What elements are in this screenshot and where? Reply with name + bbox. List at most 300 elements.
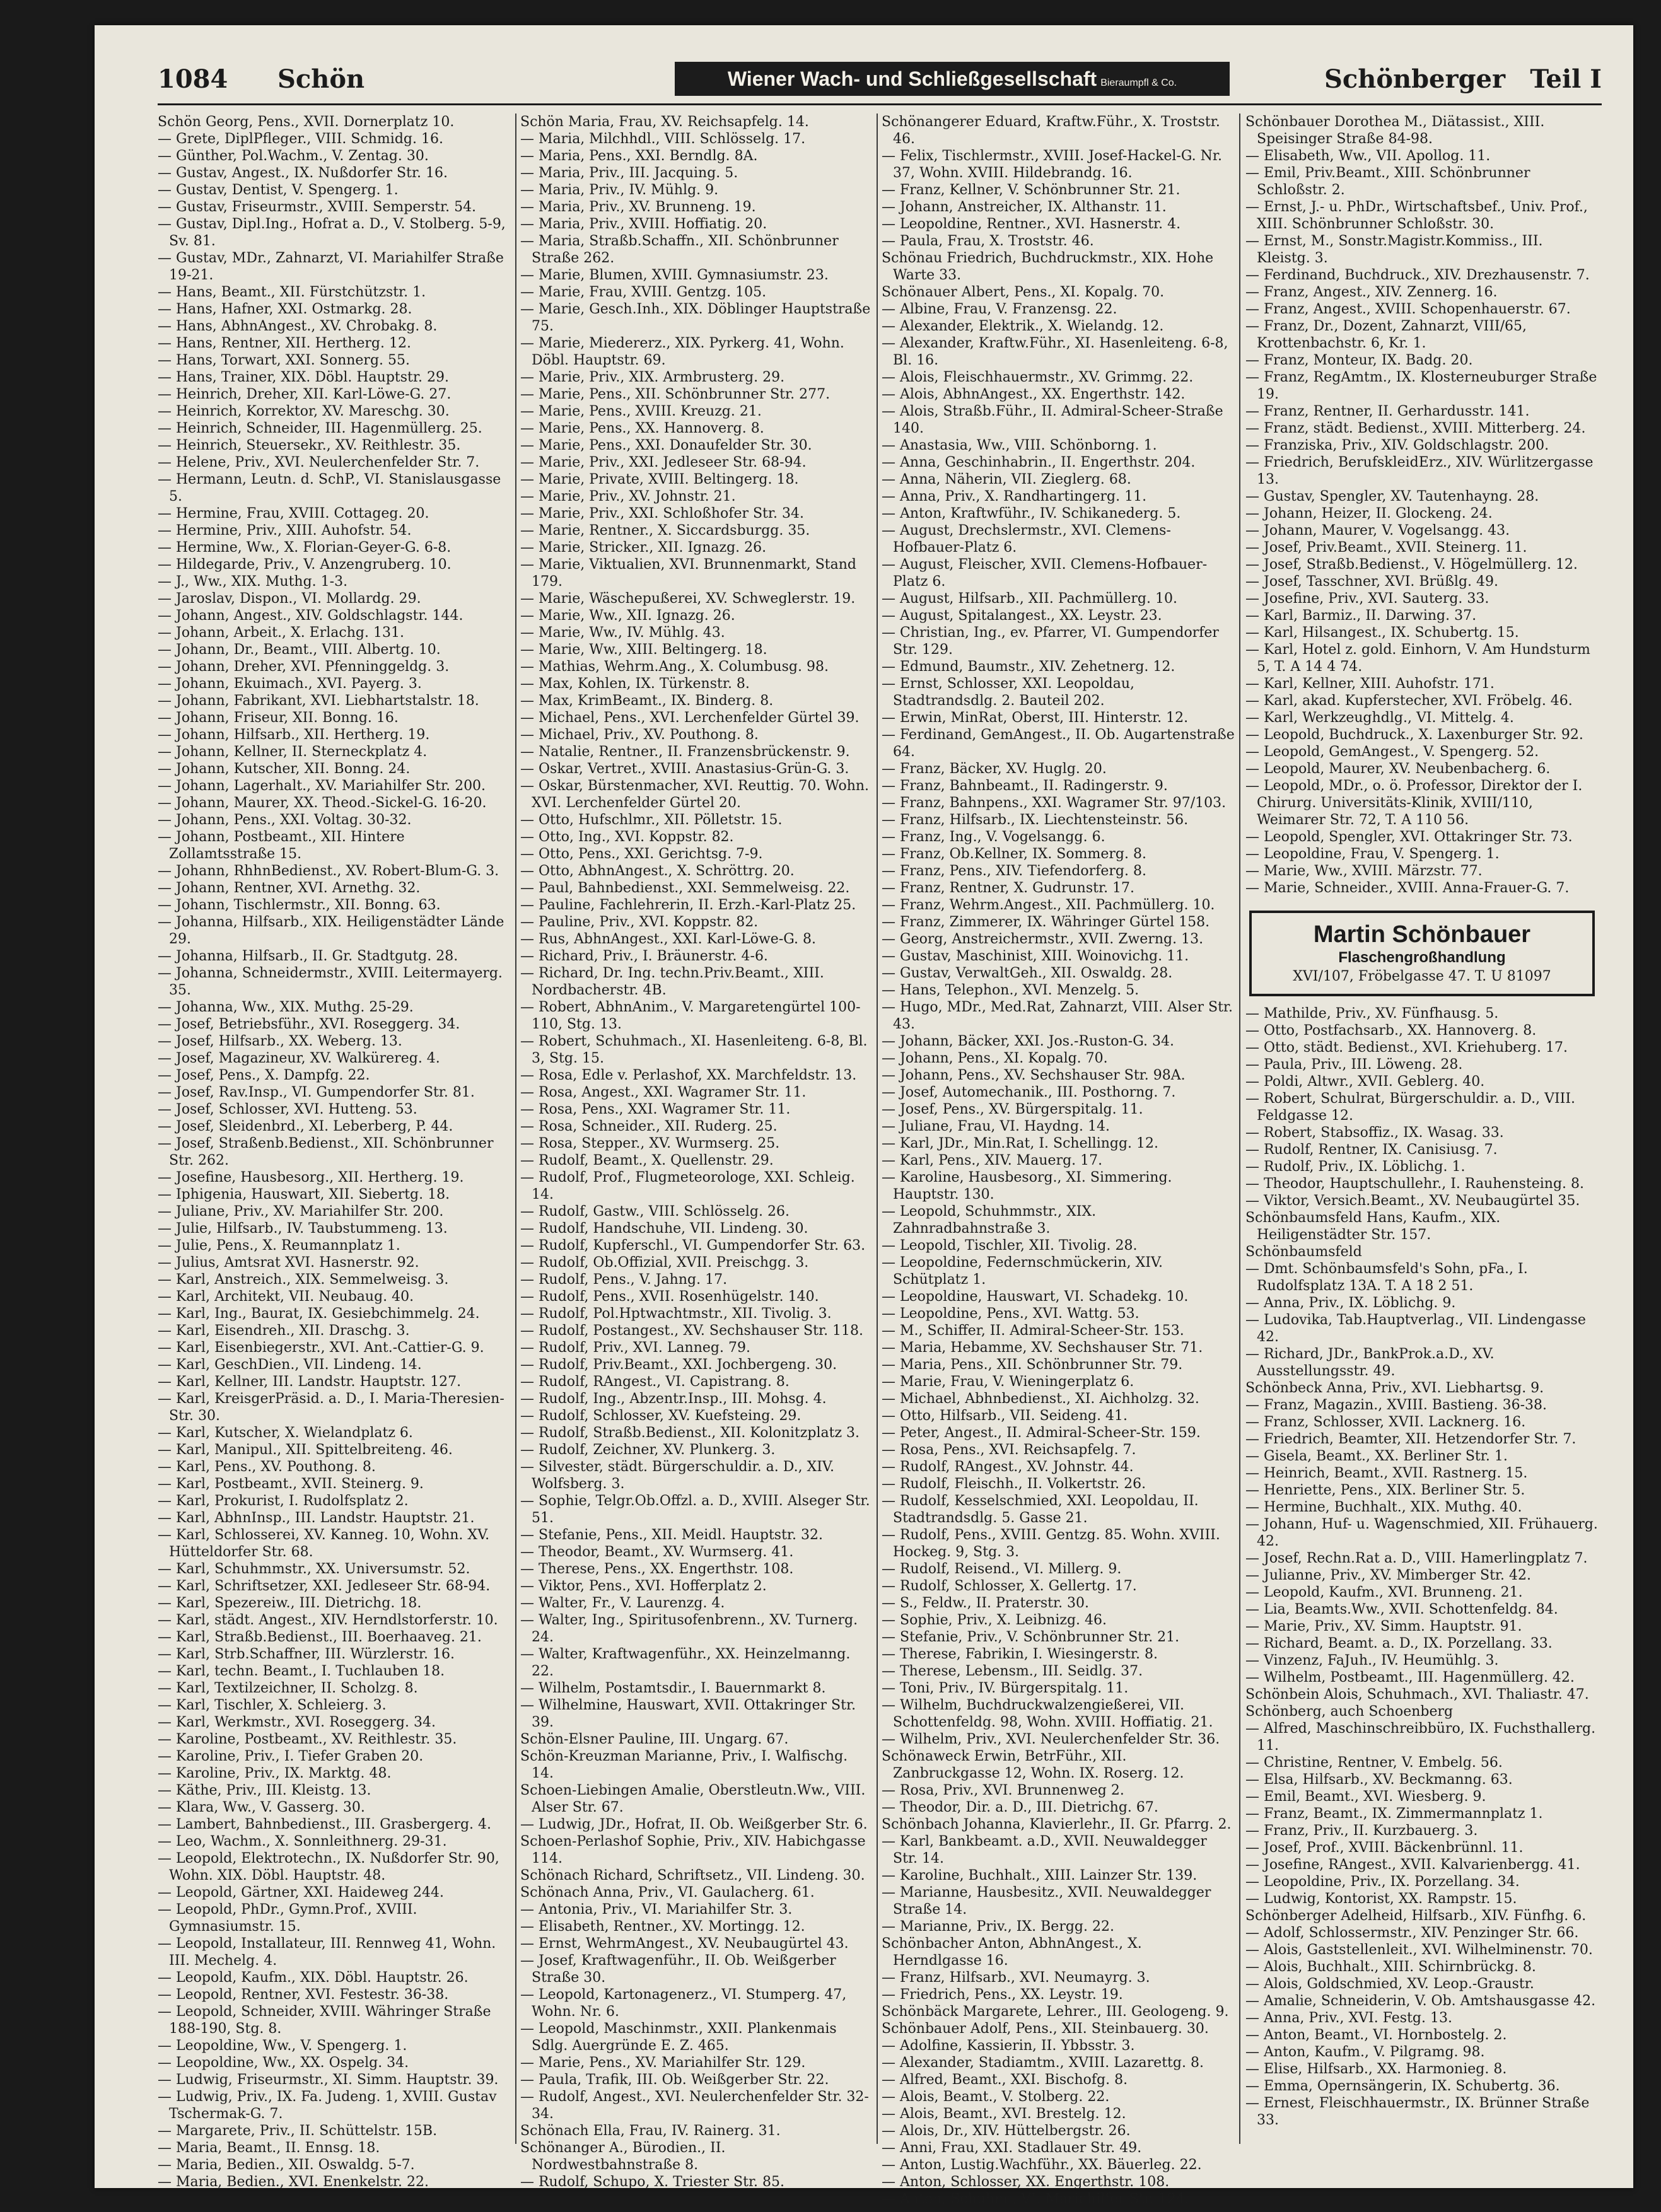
directory-entry: — Karl, Schlosserei, XV. Kanneg. 10, Wohn. XV. Hütteldorfer Str. 68. xyxy=(158,1527,490,1560)
directory-entry: — Josefine, Priv., XVI. Sauterg. 33. xyxy=(1245,591,1489,607)
directory-entry: — Marie, Ww., XVIII. Märzstr. 77. xyxy=(1245,863,1483,879)
directory-entry: — Leopold, Buchdruck., X. Laxenburger Str. 92. xyxy=(1245,727,1583,743)
directory-entry: — Rudolf, Beamt., X. Quellenstr. 29. xyxy=(520,1153,774,1168)
directory-entry: — Alois, Straßb.Führ., II. Admiral-Scheer-Straße 140. xyxy=(882,404,1223,436)
directory-entry: — Anna, Priv., IX. Löblichg. 9. xyxy=(1245,1295,1456,1311)
directory-entry: — Josefine, Hausbesorg., XII. Hertherg. 19. xyxy=(158,1170,464,1185)
directory-entry: — Gisela, Beamt., XX. Berliner Str. 1. xyxy=(1245,1448,1508,1464)
directory-entry: — Albine, Frau, V. Franzensg. 22. xyxy=(882,301,1117,317)
directory-entry: — Ludwig, Priv., IX. Fa. Judeng. 1, XVIII. Gustav Tschermak-G. 7. xyxy=(158,2089,497,2122)
directory-entry: — Ernst, Schlosser, XXI. Leopoldau, Stadtrandsdlg. 2. Bauteil 202. xyxy=(882,676,1134,709)
directory-entry: — Michael, Pens., XVI. Lerchenfelder Gürtel 39. xyxy=(520,710,860,726)
directory-entry: — M., Schiffer, II. Admiral-Scheer-Str. 153. xyxy=(882,1323,1184,1339)
directory-entry: — Maria, Milchhdl., VIII. Schlösselg. 17. xyxy=(520,131,806,147)
directory-entry: — Karoline, Hausbesorg., XI. Simmering. Hauptstr. 130. xyxy=(882,1170,1172,1202)
directory-entry: — Heinrich, Dreher, XII. Karl-Löwe-G. 27. xyxy=(158,387,452,402)
directory-entry: — Pauline, Priv., XVI. Koppstr. 82. xyxy=(520,914,759,930)
directory-entry: — Theodor, Hauptschullehr., I. Rauhensteing. 8. xyxy=(1245,1176,1585,1192)
directory-entry: — August, Hilfsarb., XII. Pachmüllerg. 10. xyxy=(882,591,1177,607)
directory-entry: — Oskar, Vertret., XVIII. Anastasius-Grün-G. 3. xyxy=(520,761,849,777)
directory-entry: — Karl, städt. Angest., XIV. Herndlstorferstr. 10. xyxy=(158,1612,498,1628)
directory-entry: — Marie, Pens., XVIII. Kreuzg. 21. xyxy=(520,404,762,419)
directory-entry: — Leopold, PhDr., Gymn.Prof., XVIII. Gymnasiumstr. 15. xyxy=(158,1902,417,1935)
directory-entry: — Rudolf, Pens., XVII. Rosenhügelstr. 140. xyxy=(520,1289,819,1305)
directory-entry: — Paula, Trafik, III. Ob. Weißgerber Str. 22. xyxy=(520,2072,829,2088)
directory-entry: — Hermann, Leutn. d. SchP., VI. Stanislausgasse 5. xyxy=(158,472,501,504)
directory-entry: — Rudolf, Reisend., VI. Millerg. 9. xyxy=(882,1561,1122,1577)
column-divider xyxy=(877,114,878,2144)
banner-text: Wiener Wach- und Schließgesellschaft xyxy=(727,67,1097,90)
directory-entry: — Gustav, Spengler, XV. Tautenhayng. 28. xyxy=(1245,489,1539,504)
directory-entry: — Josef, Pens., X. Dampfg. 22. xyxy=(158,1068,370,1083)
directory-entry: Schönbäck Margarete, Lehrer., III. Geologeng. 9. xyxy=(882,2004,1229,2020)
directory-entry: — Rosa, Stepper., XV. Wurmserg. 25. xyxy=(520,1136,780,1151)
directory-entry: — Michael, Abhnbedienst., XI. Aichholzg. 32. xyxy=(882,1391,1199,1407)
directory-column-1 xyxy=(158,114,511,2190)
directory-entry: Schönberg, auch Schoenberg xyxy=(1245,1704,1454,1720)
directory-entry: — Leopold, Installateur, III. Rennweg 41, Wohn. III. Mechelg. 4. xyxy=(158,1936,496,1969)
directory-entry: — Karl, Pens., XIV. Mauerg. 17. xyxy=(882,1153,1103,1168)
directory-entry: — Ernst, WehrmAngest., XV. Neubaugürtel 43. xyxy=(520,1936,849,1952)
directory-entry: — Paul, Bahnbedienst., XXI. Semmelweisg. 22. xyxy=(520,880,850,896)
directory-entry: — Gustav, Friseurmstr., XVIII. Semperstr. 54. xyxy=(158,199,477,215)
directory-entry: Schönach Anna, Priv., VI. Gaulacherg. 61. xyxy=(520,1885,815,1901)
directory-entry: — Karl, Tischler, X. Schleierg. 3. xyxy=(158,1697,387,1713)
column-divider xyxy=(1239,114,1240,2144)
directory-entry: — Elsa, Hilfsarb., XV. Beckmanng. 63. xyxy=(1245,1772,1513,1788)
directory-entry: — Friedrich, Pens., XX. Leystr. 19. xyxy=(882,1987,1123,2003)
directory-entry: — Elise, Hilfsarb., XX. Harmonieg. 8. xyxy=(1245,2061,1507,2077)
directory-entry: — Johanna, Hilfsarb., XIX. Heiligenstädter Lände 29. xyxy=(158,914,504,947)
directory-entry: — Marie, Stricker., XII. Ignazg. 26. xyxy=(520,540,767,556)
directory-entry: — Marie, Rentner., X. Siccardsburgg. 35. xyxy=(520,523,810,538)
directory-entry: — Emil, Priv.Beamt., XIII. Schönbrunner Schloßstr. 2. xyxy=(1245,165,1530,198)
directory-entry: — Karoline, Buchhalt., XIII. Lainzer Str. 139. xyxy=(882,1868,1198,1883)
directory-entry: — Hans, Telephon., XVI. Menzelg. 5. xyxy=(882,982,1139,998)
directory-entry: — Josef, Prof., XVIII. Bäckenbrünnl. 11. xyxy=(1245,1840,1524,1856)
directory-entry: — Karl, Prokurist, I. Rudolfsplatz 2. xyxy=(158,1493,409,1509)
directory-entry: — Rudolf, Fleischh., II. Volkertstr. 26. xyxy=(882,1476,1146,1492)
directory-entry: — Maria, Pens., XXI. Berndlg. 8A. xyxy=(520,148,758,164)
directory-entry: — Marie, Priv., XV. Simm. Hauptstr. 91. xyxy=(1245,1619,1522,1634)
directory-entry: — Richard, Dr. Ing. techn.Priv.Beamt., XIII. Nordbacherstr. 4B. xyxy=(520,965,824,998)
directory-entry: — Maria, Bedien., XII. Oswaldg. 5-7. xyxy=(158,2157,415,2173)
banner-subtext: Bieraumpfl & Co. xyxy=(1100,78,1177,88)
directory-entry: — Karl, Hilsangest., IX. Schubertg. 15. xyxy=(1245,625,1519,641)
directory-entry: — Theodor, Dir. a. D., III. Dietrichg. 67. xyxy=(882,1800,1158,1815)
directory-entry: — Henriette, Pens., XIX. Berliner Str. 5. xyxy=(1245,1482,1525,1498)
directory-entry: — Franz, Ob.Kellner, IX. Sommerg. 8. xyxy=(882,846,1146,862)
directory-entry: — Karl, Pens., XV. Pouthong. 8. xyxy=(158,1459,376,1475)
directory-entry: — Otto, Hilfsarb., VII. Seideng. 41. xyxy=(882,1408,1128,1424)
directory-entry: — Franz, Pens., XIV. Tiefendorferg. 8. xyxy=(882,863,1146,879)
directory-entry: — Marie, Pens., XII. Schönbrunner Str. 277. xyxy=(520,387,830,402)
directory-entry: — Leopoldine, Rentner., XVI. Hasnerstr. 4. xyxy=(882,216,1181,232)
directory-entry: — Hans, Beamt., XII. Fürstchützstr. 1. xyxy=(158,284,426,300)
directory-entry: Schönbaumsfeld xyxy=(1245,1244,1362,1260)
directory-entry: — Helene, Priv., XVI. Neulerchenfelder Str. 7. xyxy=(158,455,480,470)
directory-entry: — Walter, Fr., V. Laurenzg. 4. xyxy=(520,1595,725,1611)
directory-entry: — Leopold, GemAngest., V. Spengerg. 52. xyxy=(1245,744,1539,760)
directory-entry: — Marie, Ww., XIII. Beltingerg. 18. xyxy=(520,642,767,658)
directory-entry: — Robert, Schuhmach., XI. Hasenleiteng. 6-8, Bl. 3, Stg. 15. xyxy=(520,1033,868,1066)
directory-entry: — Leopoldine, Hauswart, VI. Schadekg. 10. xyxy=(882,1289,1189,1305)
directory-entry: — Edmund, Baumstr., XIV. Zehetnerg. 12. xyxy=(882,659,1175,675)
directory-entry: — Otto, Ing., XVI. Koppstr. 82. xyxy=(520,829,734,845)
directory-entry: — Leopoldine, Ww., XX. Ospelg. 34. xyxy=(158,2055,409,2071)
directory-entry: — August, Spitalangest., XX. Leystr. 23. xyxy=(882,608,1162,624)
directory-entry: — Johann, Hilfsarb., XII. Hertherg. 19. xyxy=(158,727,430,743)
directory-entry: — Josef, Tasschner, XVI. Brüßlg. 49. xyxy=(1245,574,1499,590)
directory-entry: — Karl, Werkmstr., XVI. Roseggerg. 34. xyxy=(158,1714,436,1730)
directory-entry: — Wilhelm, Buchdruckwalzengießerei, VII. Schottenfeldg. 98, Wohn. XVIII. Hoffiatig. 21. xyxy=(882,1697,1213,1730)
directory-entry: — Marie, Priv., XXI. Jedleseer Str. 68-94. xyxy=(520,455,807,470)
directory-entry: — Käthe, Priv., III. Kleistg. 13. xyxy=(158,1783,371,1798)
directory-entry: — Maria, Beamt., II. Ennsg. 18. xyxy=(158,2140,380,2156)
directory-entry: — Maria, Hebamme, XV. Sechshauser Str. 71. xyxy=(882,1340,1203,1356)
directory-entry: Schönanger A., Bürodien., II. Nordwestbahnstraße 8. xyxy=(520,2140,726,2173)
directory-entry: — Therese, Fabrikin, I. Wiesingerstr. 8. xyxy=(882,1646,1158,1662)
directory-entry: — Rudolf, Gastw., VIII. Schlösselg. 26. xyxy=(520,1204,790,1220)
directory-entry: — Oskar, Bürstenmacher, XVI. Reuttig. 70. Wohn. XVI. Lerchenfelder Gürtel 20. xyxy=(520,778,870,811)
directory-entry: — Klara, Ww., V. Gasserg. 30. xyxy=(158,1800,365,1815)
directory-entry: — Hermine, Priv., XIII. Auhofstr. 54. xyxy=(158,523,412,538)
directory-entry: — Leopold, Kaufm., XVI. Brunneng. 21. xyxy=(1245,1585,1523,1600)
directory-entry: — Josef, Betriebsführ., XVI. Roseggerg. 34. xyxy=(158,1016,460,1032)
directory-entry: — Marie, Priv., XXI. Schloßhofer Str. 34. xyxy=(520,506,804,521)
directory-entry: — Franz, Angest., XIV. Zennerg. 16. xyxy=(1245,284,1498,300)
directory-entry: — Karl, Barmiz., II. Darwing. 37. xyxy=(1245,608,1477,624)
directory-entry: — Marie, Pens., XXI. Donaufelder Str. 30. xyxy=(520,438,812,453)
directory-entry: — Anton, Beamt., VI. Hornbostelg. 2. xyxy=(1245,2027,1507,2043)
column-divider xyxy=(515,114,516,2144)
directory-entry: — Anton, Kaufm., V. Pilgramg. 98. xyxy=(1245,2044,1485,2060)
directory-entry: — Leopoldine, Priv., IX. Porzellang. 34. xyxy=(1245,1874,1520,1890)
directory-entry: — Ludwig, Friseurmstr., XI. Simm. Hauptstr. 39. xyxy=(158,2072,499,2088)
directory-entry: — Alfred, Maschinschreibbüro, IX. Fuchsthallerg. 11. xyxy=(1245,1721,1596,1754)
directory-entry: — Anton, Schuhm., VI. Mariahilfer Str. 124. xyxy=(882,2191,1189,2207)
directory-entry: — Karl, Kutscher, X. Wielandplatz 6. xyxy=(158,1425,413,1441)
directory-entry: — Adolf, Schlossermstr., XIV. Penzinger Str. 66. xyxy=(1245,1925,1579,1941)
directory-entry: — Johann, Bäcker, XXI. Jos.-Ruston-G. 34. xyxy=(882,1033,1174,1049)
directory-entry: — Maria, Pens., XII. Schönbrunner Str. 79. xyxy=(882,1357,1183,1373)
directory-entry: — Therese, Pens., XX. Engerthstr. 108. xyxy=(520,1561,794,1577)
directory-entry: — Leopold, Schuhmmstr., XIX. Zahnradbahnstraße 3. xyxy=(882,1204,1097,1237)
directory-entry: — Robert, AbhnAnim., V. Margaretengürtel 100-110, Stg. 13. xyxy=(520,999,861,1032)
directory-entry: — Alois, Beamt., V. Stolberg. 22. xyxy=(882,2089,1110,2105)
directory-entry: — Richard, JDr., BankProk.a.D., XV. Ausstellungsstr. 49. xyxy=(1245,1346,1495,1379)
directory-entry: — Anna, Priv., X. Randhartingerg. 11. xyxy=(882,489,1147,504)
directory-entry: — Karl, akad. Kupferstecher, XVI. Fröbelg. 46. xyxy=(1245,693,1573,709)
directory-entry: — Leopoldine, Ww., V. Spengerg. 1. xyxy=(158,2038,407,2054)
directory-entry: — Rudolf, Pens., XVIII. Gentzg. 85. Wohn. XVIII. Hockeg. 9, Stg. 3. xyxy=(882,1527,1220,1560)
directory-entry: — Dmt. Schönbaumsfeld's Sohn, pFa., I. Rudolfsplatz 13A. T. A 18 2 51. xyxy=(1245,1261,1528,1294)
directory-entry: — Julianne, Priv., XV. Mimberger Str. 42. xyxy=(1245,1568,1531,1583)
directory-entry: — Hans, Rentner, XII. Hertherg. 12. xyxy=(158,335,411,351)
directory-entry: — Leopoldine, Federnschmückerin, XIV. Schütplatz 1. xyxy=(882,1255,1163,1288)
directory-entry: — Johann, Ekuimach., XVI. Payerg. 3. xyxy=(158,676,422,692)
directory-entry: — Ferdinand, Buchdruck., XIV. Drezhausenstr. 7. xyxy=(1245,267,1590,283)
header-banner-ad xyxy=(675,62,1230,96)
directory-entry: — Viktor, Versich.Beamt., XV. Neubaugürtel 35. xyxy=(1245,1193,1580,1209)
directory-entry: — Marie, Gesch.Inh., XIX. Döblinger Hauptstraße 75. xyxy=(520,301,871,334)
directory-entry: Schönbacher Anton, AbhnAngest., X. Herndlgasse 16. xyxy=(882,1936,1142,1969)
directory-entry: — Rosa, Pens., XVI. Reichsapfelg. 7. xyxy=(882,1442,1136,1458)
directory-entry: — Josef, Rav.Insp., VI. Gumpendorfer Str. 81. xyxy=(158,1085,475,1100)
directory-entry: — Otto, AbhnAngest., X. Schröttrg. 20. xyxy=(520,863,795,879)
directory-entry: — Alois, AbhnAngest., XX. Engerthstr. 142. xyxy=(882,387,1186,402)
directory-entry: — Johann, Pens., XXI. Voltag. 30-32. xyxy=(158,812,412,828)
directory-entry: — Leopold, Elektrotechn., IX. Nußdorfer Str. 90, Wohn. XIX. Döbl. Hauptstr. 48. xyxy=(158,1851,499,1883)
directory-entry: — Marie, Ww., IV. Mühlg. 43. xyxy=(520,625,725,641)
directory-entry: — Franz, Kellner, V. Schönbrunner Str. 21. xyxy=(882,182,1180,198)
directory-entry: — Marianne, Priv., IX. Bergg. 22. xyxy=(882,1919,1114,1935)
directory-entry: — Hildegarde, Priv., V. Anzengruberg. 10. xyxy=(158,557,452,573)
directory-entry: — Franz, Monteur, IX. Badg. 20. xyxy=(1245,352,1473,368)
directory-entry: — Franziska, Priv., XIV. Goldschlagstr. 200. xyxy=(1245,438,1549,453)
directory-entry: — Alexander, Stadiamtm., XVIII. Lazarettg. 8. xyxy=(882,2055,1204,2071)
directory-entry: — Vinzenz, FaJuh., IV. Heumühlg. 3. xyxy=(1245,1653,1499,1668)
directory-entry: — August, Drechslermstr., XVI. Clemens-Hofbauer-Platz 6. xyxy=(882,523,1171,556)
directory-entry: — Johann, Dr., Beamt., VIII. Albertg. 10. xyxy=(158,642,441,658)
directory-entry: — Richard, Beamt. a. D., IX. Porzellang. 33. xyxy=(1245,1636,1553,1651)
directory-entry: Schönbach Johanna, Klavierlehr., II. Gr. Pfarrg. 2. xyxy=(882,1817,1232,1832)
left-keyword: Schön xyxy=(277,64,365,94)
directory-entry: — Josef, Sleidenbrd., XI. Leberberg, P. 44. xyxy=(158,1119,453,1134)
directory-column-3 xyxy=(882,114,1235,2207)
directory-entry: — Johann, Tischlermstr., XII. Bonng. 63. xyxy=(158,897,441,913)
directory-entry: — Rudolf, Prof., Flugmeteorologe, XXI. Schleig. 14. xyxy=(520,1170,855,1202)
directory-entry: — Franz, Ing., V. Vogelsangg. 6. xyxy=(882,829,1105,845)
directory-entry: — Karoline, Postbeamt., XV. Reithlestr. 35. xyxy=(158,1732,457,1747)
directory-entry: — Karl, Anstreich., XIX. Semmelweisg. 3. xyxy=(158,1272,449,1288)
directory-entry: — Franz, RegAmtm., IX. Klosterneuburger Straße 19. xyxy=(1245,370,1597,402)
directory-entry: — Adolfine, Kassierin, II. Ybbsstr. 3. xyxy=(882,2038,1135,2054)
directory-entry: — Wilhelm, Postamtsdir., I. Bauernmarkt 8. xyxy=(520,1680,826,1696)
directory-entry: — Paula, Priv., III. Löweng. 28. xyxy=(1245,1057,1463,1073)
directory-entry: — Josef, Rechn.Rat a. D., VIII. Hamerlingplatz 7. xyxy=(1245,1551,1588,1566)
directory-entry: — Franz, Hilfsarb., XVI. Neumayrg. 3. xyxy=(882,1970,1150,1986)
directory-entry: — Gustav, VerwaltGeh., XII. Oswaldg. 28. xyxy=(882,965,1173,981)
directory-entry: — Johann, Angest., XIV. Goldschlagstr. 144. xyxy=(158,608,463,624)
directory-entry: — Rudolf, Ob.Offizial, XVII. Preischgg. 3. xyxy=(520,1255,809,1271)
directory-entry: — Elisabeth, Rentner., XV. Mortingg. 12. xyxy=(520,1919,805,1935)
directory-entry: — Karl, Schuhmmstr., XX. Universumstr. 52. xyxy=(158,1561,470,1577)
directory-entry: — Leopoldine, Pens., XVI. Wattg. 53. xyxy=(882,1306,1139,1322)
directory-column-4 xyxy=(1245,114,1599,2150)
directory-entry: — Johann, Lagerhalt., XV. Mariahilfer Str. 200. xyxy=(158,778,486,794)
directory-entry: Schönauer Albert, Pens., XI. Kopalg. 70. xyxy=(882,284,1165,300)
directory-entry: — Alois, Buchhalt., XIII. Schirnbrückg. 8. xyxy=(1245,1959,1536,1975)
directory-entry: — Johann, Pens., XV. Sechshauser Str. 98A. xyxy=(882,1068,1186,1083)
directory-entry: — Karl, Strb.Schaffner, III. Würzlerstr. 16. xyxy=(158,1646,455,1662)
directory-entry: — Rudolf, Kesselschmied, XXI. Leopoldau, II. Stadtrandsdlg. 5. Gasse 21. xyxy=(882,1493,1199,1526)
directory-entry: — Stefanie, Pens., XII. Meidl. Hauptstr. 32. xyxy=(520,1527,823,1543)
directory-entry: — Johann, Dreher, XVI. Pfenninggeldg. 3. xyxy=(158,659,450,675)
directory-entry: — Rudolf, Schlosser, X. Gellertg. 17. xyxy=(882,1578,1137,1594)
directory-entry: — Hans, Torwart, XXI. Sonnerg. 55. xyxy=(158,352,411,368)
directory-entry: Schoen-Liebingen Amalie, Oberstleutn.Ww., VIII. Alser Str. 67. xyxy=(520,1783,866,1815)
directory-entry: — Franz, Zimmerer, IX. Währinger Gürtel 158. xyxy=(882,914,1210,930)
directory-entry: — Margarete, Priv., II. Schüttelstr. 15B. xyxy=(158,2123,438,2139)
directory-entry: — Marie, Frau, V. Wieningerplatz 6. xyxy=(882,1374,1134,1390)
directory-entry: — Marie, Private, XVIII. Beltingerg. 18. xyxy=(520,472,799,487)
directory-entry: — Franz, Dr., Dozent, Zahnarzt, VIII/65, Krottenbachstr. 6, Kr. 1. xyxy=(1245,318,1527,351)
directory-entry: — Maria, Priv., IV. Mühlg. 9. xyxy=(520,182,719,198)
directory-entry: — Karoline, Priv., IX. Marktg. 48. xyxy=(158,1766,392,1781)
directory-entry: — Rosa, Angest., XXI. Wagramer Str. 11. xyxy=(520,1085,807,1100)
directory-entry: — Hans, Hafner, XXI. Ostmarkg. 28. xyxy=(158,301,412,317)
directory-entry: Schön-Kreuzman Marianne, Priv., I. Walfischg. 14. xyxy=(520,1749,848,1781)
directory-entry: — Rudolf, Handschuhe, VII. Lindeng. 30. xyxy=(520,1221,808,1237)
directory-entry: — Christian, Ing., ev. Pfarrer, VI. Gumpendorfer Str. 129. xyxy=(882,625,1219,658)
directory-entry: — Karl, Schriftsetzer, XXI. Jedleseer Str. 68-94. xyxy=(158,1578,491,1594)
directory-entry: — Marie, Viktualien, XVI. Brunnenmarkt, Stand 179. xyxy=(520,557,856,590)
directory-entry: — Johann, Postbeamt., XII. Hintere Zollamtsstraße 15. xyxy=(158,829,405,862)
directory-entry: — Erwin, MinRat, Oberst, III. Hinterstr. 12. xyxy=(882,710,1189,726)
directory-entry: — Karl, Hotel z. gold. Einhorn, V. Am Hundsturm 5, T. A 14 4 74. xyxy=(1245,642,1590,675)
directory-entry: — Franz, Rentner, II. Gerhardusstr. 141. xyxy=(1245,404,1530,419)
directory-entry: — Karl, GeschDien., VII. Lindeng. 14. xyxy=(158,1357,422,1373)
directory-entry: — Johann, Pens., XI. Kopalg. 70. xyxy=(882,1051,1108,1066)
directory-entry: — Johann, RhhnBedienst., XV. Robert-Blum-G. 3. xyxy=(158,863,499,879)
directory-entry: — Peter, Angest., II. Admiral-Scheer-Str. 159. xyxy=(882,1425,1201,1441)
directory-entry: — Anton, Kraftwführ., IV. Schikanederg. 5. xyxy=(882,506,1181,521)
directory-entry: — Rus, AbhnAngest., XXI. Karl-Löwe-G. 8. xyxy=(520,931,817,947)
directory-entry: — Gustav, Dipl.Ing., Hofrat a. D., V. Stolberg. 5-9, Sv. 81. xyxy=(158,216,506,249)
page-number: 1084 xyxy=(158,64,228,94)
directory-entry: — Josef, Straßenb.Bedienst., XII. Schönbrunner Str. 262. xyxy=(158,1136,494,1168)
directory-entry: — Therese, Lebensm., III. Seidlg. 37. xyxy=(882,1663,1143,1679)
directory-entry: — Leopold, Kartonagenerz., VI. Stumperg. 47, Wohn. Nr. 6. xyxy=(520,1987,847,2020)
directory-entry: — Ludovika, Tab.Hauptverlag., VII. Lindengasse 42. xyxy=(1245,1312,1586,1345)
directory-entry: — Viktor, Pens., XVI. Hofferplatz 2. xyxy=(520,1578,767,1594)
directory-entry: — Rudolf, Priv., XVI. Lanneg. 79. xyxy=(520,1340,750,1356)
directory-entry: — Johann, Anstreicher, IX. Althanstr. 11. xyxy=(882,199,1167,215)
directory-entry: — Hugo, MDr., Med.Rat, Zahnarzt, VIII. Alser Str. 43. xyxy=(882,999,1233,1032)
directory-entry: — Marie, Miedererz., XIX. Pyrkerg. 41, Wohn. Döbl. Hauptstr. 69. xyxy=(520,335,844,368)
directory-entry: — Josef, Magazineur, XV. Walkürereg. 4. xyxy=(158,1051,440,1066)
directory-entry: — Karl, Bankbeamt. a.D., XVII. Neuwaldegger Str. 14. xyxy=(882,1834,1207,1866)
directory-entry: — Silvester, städt. Bürgerschuldir. a. D., XIV. Wolfsberg. 3. xyxy=(520,1459,834,1492)
directory-entry: Schönbaumsfeld Hans, Kaufm., XIX. Heiligenstädter Str. 157. xyxy=(1245,1210,1501,1243)
directory-entry: — Marie, Frau, XVIII. Gentzg. 105. xyxy=(520,284,767,300)
directory-entry: — Friedrich, Beamter, XII. Hetzendorfer Str. 7. xyxy=(1245,1431,1576,1447)
directory-entry: — Anna, Geschinhabrin., II. Engerthstr. 204. xyxy=(882,455,1196,470)
directory-entry: — Richard, Priv., I. Bräunerstr. 4-6. xyxy=(520,948,768,964)
directory-entry: — Karl, Postbeamt., XVII. Steinerg. 9. xyxy=(158,1476,424,1492)
directory-entry: — Karl, Straßb.Bedienst., III. Boerhaaveg. 21. xyxy=(158,1629,482,1645)
directory-entry: — Otto, Hufschlmr., XII. Pölletstr. 15. xyxy=(520,812,783,828)
directory-entry: — Marie, Wäschepußerei, XV. Schweglerstr. 19. xyxy=(520,591,856,607)
directory-entry: — Rudolf, RAngest., VI. Capistrang. 8. xyxy=(520,1374,790,1390)
directory-entry: — Rudolf, Priv.Beamt., XXI. Jochbergeng. 30. xyxy=(520,1357,837,1373)
directory-entry: — Rudolf, Schupo, X. Triester Str. 85. xyxy=(520,2174,785,2190)
directory-entry: — J., Ww., XIX. Muthg. 1-3. xyxy=(158,574,348,590)
directory-entry: — Gustav, Angest., IX. Nußdorfer Str. 16. xyxy=(158,165,448,181)
directory-entry: — Anton, Lustig.Wachführ., XX. Bäuerleg. 22. xyxy=(882,2157,1202,2173)
directory-entry: — Marie, Pens., XV. Mariahilfer Str. 129. xyxy=(520,2055,806,2071)
ad-subtitle: Flaschengroßhandlung xyxy=(1338,949,1506,966)
directory-entry: — Johann, Heizer, II. Glockeng. 24. xyxy=(1245,506,1493,521)
directory-entry: — Ernest, Fleischhauermstr., IX. Brünner Straße 33. xyxy=(1245,2095,1590,2128)
directory-entry: — Josef, Hilfsarb., XX. Weberg. 13. xyxy=(158,1033,402,1049)
directory-entry: — Josef, Schlosser, XVI. Hutteng. 53. xyxy=(158,1102,417,1117)
directory-entry: — Felix, Tischlermstr., XVIII. Josef-Hackel-G. Nr. 37, Wohn. XVIII. Hildebrandg. 16. xyxy=(882,148,1223,181)
directory-entry: — Karl, KreisgerPräsid. a. D., I. Maria-Theresien-Str. 30. xyxy=(158,1391,504,1424)
directory-entry: — Rudolf, Ing., Abzentr.Insp., III. Mohsg. 4. xyxy=(520,1391,827,1407)
directory-entry: — Marie, Priv., XIX. Armbrusterg. 29. xyxy=(520,370,785,385)
directory-entry: — Marie, Priv., XV. Johnstr. 21. xyxy=(520,489,736,504)
directory-entry: — Rudolf, Kupferschl., VI. Gumpendorfer Str. 63. xyxy=(520,1238,866,1254)
directory-entry: Schönbein Alois, Schuhmach., XVI. Thaliastr. 47. xyxy=(1245,1687,1589,1703)
directory-entry: — Heinrich, Steuersekr., XV. Reithlestr. 35. xyxy=(158,438,461,453)
directory-entry: — Hans, AbhnAngest., XV. Chrobakg. 8. xyxy=(158,318,438,334)
directory-entry: — Leopold, Gärtner, XXI. Haideweg 244. xyxy=(158,1885,444,1901)
directory-entry: — Wilhelmine, Hauswart, XVII. Ottakringer Str. 39. xyxy=(520,1697,856,1730)
directory-entry: — Rudolf, Straßb.Bedienst., XII. Kolonitzplatz 3. xyxy=(520,1425,860,1441)
directory-entry: — Gustav, Dentist, V. Spengerg. 1. xyxy=(158,182,399,198)
directory-entry: — Julius, Amtsrat XVI. Hasnerstr. 92. xyxy=(158,1255,419,1271)
directory-page xyxy=(95,25,1633,2207)
directory-entry: — Elisabeth, Ww., VII. Apollog. 11. xyxy=(1245,148,1491,164)
directory-entry: — Emil, Beamt., XVI. Wiesberg. 9. xyxy=(1245,1789,1486,1805)
directory-entry: — Karl, Manipul., XII. Spittelbreiteng. 46. xyxy=(158,1442,453,1458)
directory-entry: — Karoline, Priv., I. Tiefer Graben 20. xyxy=(158,1749,424,1764)
directory-entry: — Johann, Maurer, XX. Theod.-Sickel-G. 16-20. xyxy=(158,795,487,811)
directory-entry: — Wilhelm, Priv., XVI. Neulerchenfelder Str. 36. xyxy=(882,1732,1220,1747)
directory-entry: — Franz, Bahnbeamt., II. Radingerstr. 9. xyxy=(882,778,1168,794)
directory-entry: — Poldi, Altwr., XVII. Geblerg. 40. xyxy=(1245,1074,1485,1090)
directory-entry: — Iphigenia, Hauswart, XII. Siebertg. 18. xyxy=(158,1187,450,1202)
directory-entry: — Leopold, Tischler, XII. Tivolig. 28. xyxy=(882,1238,1138,1254)
directory-entry: — Karl, Kellner, XIII. Auhofstr. 171. xyxy=(1245,676,1495,692)
directory-entry: — Christine, Rentner, V. Embelg. 56. xyxy=(1245,1755,1503,1771)
directory-entry: — Leo, Wachm., X. Sonnleithnerg. 29-31. xyxy=(158,1834,447,1849)
directory-entry: — Karl, Werkzeughdlg., VI. Mittelg. 4. xyxy=(1245,710,1514,726)
directory-entry: — Anastasia, Ww., VIII. Schönborng. 1. xyxy=(882,438,1157,453)
directory-entry: — Johann, Friseur, XII. Bonng. 16. xyxy=(158,710,399,726)
directory-entry: — Maria, Priv., XVIII. Hoffiatig. 20. xyxy=(520,216,767,232)
directory-entry: — Mathias, Wehrm.Ang., X. Columbusg. 98. xyxy=(520,659,829,675)
directory-entry: — Johann, Huf- u. Wagenschmied, XII. Frühauerg. 42. xyxy=(1245,1516,1598,1549)
directory-entry: — Pauline, Fachlehrerin, II. Erzh.-Karl-Platz 25. xyxy=(520,897,856,913)
directory-entry: — Rudolf, Postangest., XV. Sechshauser Str. 118. xyxy=(520,1323,864,1339)
directory-entry: — Juliane, Priv., XV. Mariahilfer Str. 200. xyxy=(158,1204,444,1220)
directory-entry: — Otto, Postfachsarb., XX. Hannoverg. 8. xyxy=(1245,1023,1537,1039)
directory-entry: Schönach Richard, Schriftsetz., VII. Lindeng. 30. xyxy=(520,1868,865,1883)
directory-entry: — Karl, techn. Beamt., I. Tuchlauben 18. xyxy=(158,1663,445,1679)
directory-entry: — Maria, Bedien., XVI. Enenkelstr. 22. xyxy=(158,2174,429,2190)
directory-entry: — Mathilde, Priv., XV. Fünfhausg. 5. xyxy=(1245,1006,1499,1022)
directory-entry: — Johann, Kutscher, XII. Bonng. 24. xyxy=(158,761,411,777)
directory-entry: — Maria, Priv., III. Jacquing. 5. xyxy=(520,165,738,181)
directory-entry: — Marie, Pens., XX. Hannoverg. 8. xyxy=(520,421,764,436)
directory-entry: — Ferdinand, GemAngest., II. Ob. Augartenstraße 64. xyxy=(882,727,1235,760)
ad-name: Martin Schönbauer xyxy=(1313,921,1531,948)
directory-entry: Schön Maria, Frau, XV. Reichsapfelg. 14. xyxy=(520,114,809,130)
directory-entry: — Alois, Fleischhauermstr., XV. Grimmg. 22. xyxy=(882,370,1194,385)
directory-entry: — Franz, städt. Bedienst., XVIII. Mitterberg. 24. xyxy=(1245,421,1586,436)
directory-entry: Schönau Friedrich, Buchdruckmstr., XIX. Hohe Warte 33. xyxy=(882,250,1214,283)
directory-entry: — Johann, Arbeit., X. Erlachg. 131. xyxy=(158,625,404,641)
directory-entry: Schönach Ella, Frau, IV. Rainerg. 31. xyxy=(520,2123,781,2139)
directory-entry: — Anna, Näherin, VII. Zieglerg. 68. xyxy=(882,472,1131,487)
directory-entry: — Rosa, Edle v. Perlashof, XX. Marchfeldstr. 13. xyxy=(520,1068,857,1083)
directory-entry: — Anton, Schlosser, XX. Engerthstr. 108. xyxy=(882,2174,1170,2190)
directory-entry: — Rosa, Priv., XVI. Brunnenweg 2. xyxy=(882,1783,1124,1798)
directory-entry: — Karl, Spezereiw., III. Dietrichg. 18. xyxy=(158,1595,422,1611)
